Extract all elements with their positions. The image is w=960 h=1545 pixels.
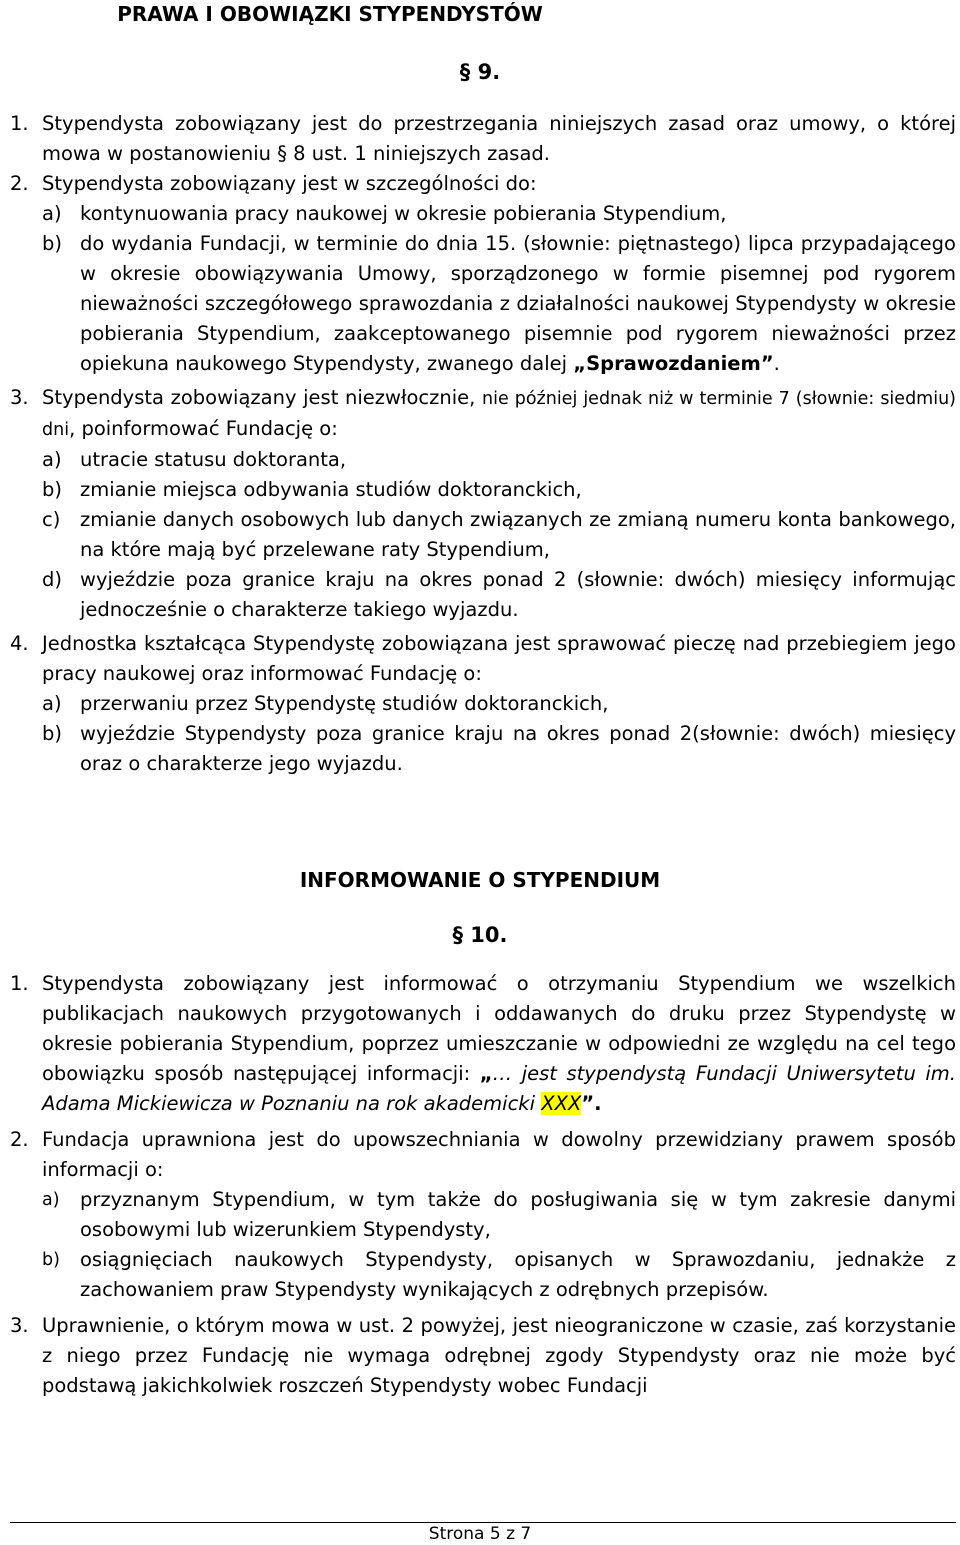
section-9-item-4-sub-a [42, 689, 956, 719]
item-text: Stypendysta zobowiązany jest informować o otrzymaniu Stypendium we wszelkich publikacjach naukowych przygotowanych i oddawanych do druku przez Stypendystę w okresie pobierania Stypendium, poprzez umieszczanie w odpowiedni ze względu na cel tego obowiązku sposób następującej informacji: [42, 972, 956, 1085]
item-number: 2. [10, 172, 29, 195]
section-9-item-3-sub-a [42, 445, 956, 475]
section-9-item-3 [10, 383, 956, 625]
section-9-item-1 [10, 109, 956, 169]
item-number: 3. [10, 386, 29, 409]
sub-item-marker: a) [42, 1190, 60, 1210]
sub-item-marker: c) [42, 508, 61, 531]
sub-item-text: do wydania Fundacji, w terminie do dnia 15. (słownie: piętnastego) lipca przypadającego w okresie obowiązywania Umowy, sporządzonego w formie pisemnej pod rygorem nieważności szczegółowego sprawozdania z działalności naukowej Stypendysty w okresie pobierania Stypendium, zaakceptowanego pisemnie pod rygorem nieważności przez opiekuna naukowego Stypendysty, zwanego dalej [80, 232, 956, 375]
item-text-deadline: nie później jednak niż w terminie 7 (słownie: siedmiu) dni [42, 389, 956, 440]
item-text: Uprawnienie, o którym mowa w ust. 2 powyżej, jest nieograniczone w czasie, zaś korzystanie z niego przez Fundację nie wymaga odrębnej zgody Stypendysty oraz nie może być podstawą jakichkolwiek roszczeń Stypendysty wobec Fundacji [42, 1314, 956, 1397]
sub-item-text: kontynuowania pracy naukowej w okresie pobierania Stypendium, [80, 202, 727, 225]
section-9-item-3-sub-b [42, 475, 956, 505]
sub-item-text: zmianie miejsca odbywania studiów doktoranckich, [80, 478, 582, 501]
sub-item-marker: a) [42, 202, 62, 225]
item-text: Jednostka kształcąca Stypendystę zobowiązana jest sprawować pieczę nad przebiegiem jego pracy naukowej oraz informować Fundację o: [42, 632, 956, 685]
sub-item-text: wyjeździe poza granice kraju na okres ponad 2 (słownie: dwóch) miesięcy informując jednocześnie o charakterze takiego wyjazdu. [80, 568, 956, 621]
quote-close-mark: ”. [581, 1092, 602, 1115]
section-10-item-2-sub-a [42, 1185, 956, 1245]
sub-item-marker: b) [42, 232, 62, 255]
sub-item-marker: b) [42, 722, 62, 745]
section-10-item-2 [10, 1125, 956, 1305]
sub-item-end: . [773, 352, 780, 375]
sub-item-text: przyznanym Stypendium, w tym także do posługiwania się w tym zakresie danymi osobowymi lub wizerunkiem Stypendysty, [80, 1188, 956, 1241]
item-number: 2. [10, 1128, 29, 1151]
item-text-part: Stypendysta zobowiązany jest niezwłocznie, [42, 386, 482, 409]
section-9-body [10, 109, 956, 779]
section-9-item-3-sub-c [42, 505, 956, 565]
section-10-item-3 [10, 1311, 956, 1401]
section-10-body [10, 969, 956, 1401]
academic-year-placeholder: XXX [541, 1092, 582, 1115]
section-10-item-1 [10, 969, 956, 1119]
page-number: Strona 5 z 7 [428, 1524, 532, 1544]
sub-item-text: osiągnięciach naukowych Stypendysty, opisanych w Sprawozdaniu, jednakże z zachowaniem praw Stypendysty wynikających z odrębnych przepisów. [80, 1248, 956, 1301]
sub-item-marker: b) [42, 478, 62, 501]
item-number: 1. [10, 972, 29, 995]
item-text: Stypendysta zobowiązany jest do przestrzegania niniejszych zasad oraz umowy, o której mowa w postanowieniu § 8 ust. 1 niniejszych zasad. [42, 112, 956, 165]
item-number: 1. [10, 112, 29, 135]
required-notice-text: … jest stypendystą Fundacji Uniwersytetu im. Adama Mickiewicza w Poznaniu na rok akademicki [42, 1062, 956, 1115]
section-9-item-2 [10, 169, 956, 379]
section-9-item-2-sub-b [42, 229, 956, 379]
section-10-item-2-sub-b [42, 1245, 956, 1305]
item-text [42, 383, 956, 445]
item-text-part: , poinformować Fundację o: [69, 417, 338, 440]
sub-item-marker: a) [42, 448, 62, 471]
item-number: 3. [10, 1314, 29, 1337]
sub-item-marker: d) [42, 568, 62, 591]
sub-item-text: zmianie danych osobowych lub danych związanych ze zmianą numeru konta bankowego, na które mają być przelewane raty Stypendium, [80, 508, 956, 561]
item-text: Stypendysta zobowiązany jest w szczególności do: [42, 172, 537, 195]
item-number: 4. [10, 632, 29, 655]
section-9-title: PRAWA I OBOWIĄZKI STYPENDYSTÓW [117, 2, 543, 26]
sub-item-text: przerwaniu przez Stypendystę studiów doktoranckich, [80, 692, 609, 715]
sub-item-text: wyjeździe Stypendysty poza granice kraju na okres ponad 2(słownie: dwóch) miesięcy oraz o charakterze jego wyjazdu. [80, 722, 956, 775]
sub-item-marker: a) [42, 692, 62, 715]
quote-open-mark: „ [479, 1062, 493, 1085]
section-9-item-4 [10, 629, 956, 779]
section-10-title: INFORMOWANIE O STYPENDIUM [299, 868, 661, 892]
item-text: Fundacja uprawniona jest do upowszechniania w dowolny przewidziany prawem sposób informacji o: [42, 1128, 956, 1181]
section-9-item-3-sub-d [42, 565, 956, 625]
defined-term-sprawozdanie: „Sprawozdaniem” [573, 352, 774, 375]
section-9-item-4-sub-b [42, 719, 956, 779]
section-10-paragraph-sign: § 10. [452, 923, 508, 947]
sub-item-text: utracie statusu doktoranta, [80, 448, 347, 471]
section-9-item-2-sub-a [42, 199, 956, 229]
sub-item-marker: b) [42, 1250, 60, 1270]
section-9-paragraph-sign: § 9. [459, 60, 501, 84]
